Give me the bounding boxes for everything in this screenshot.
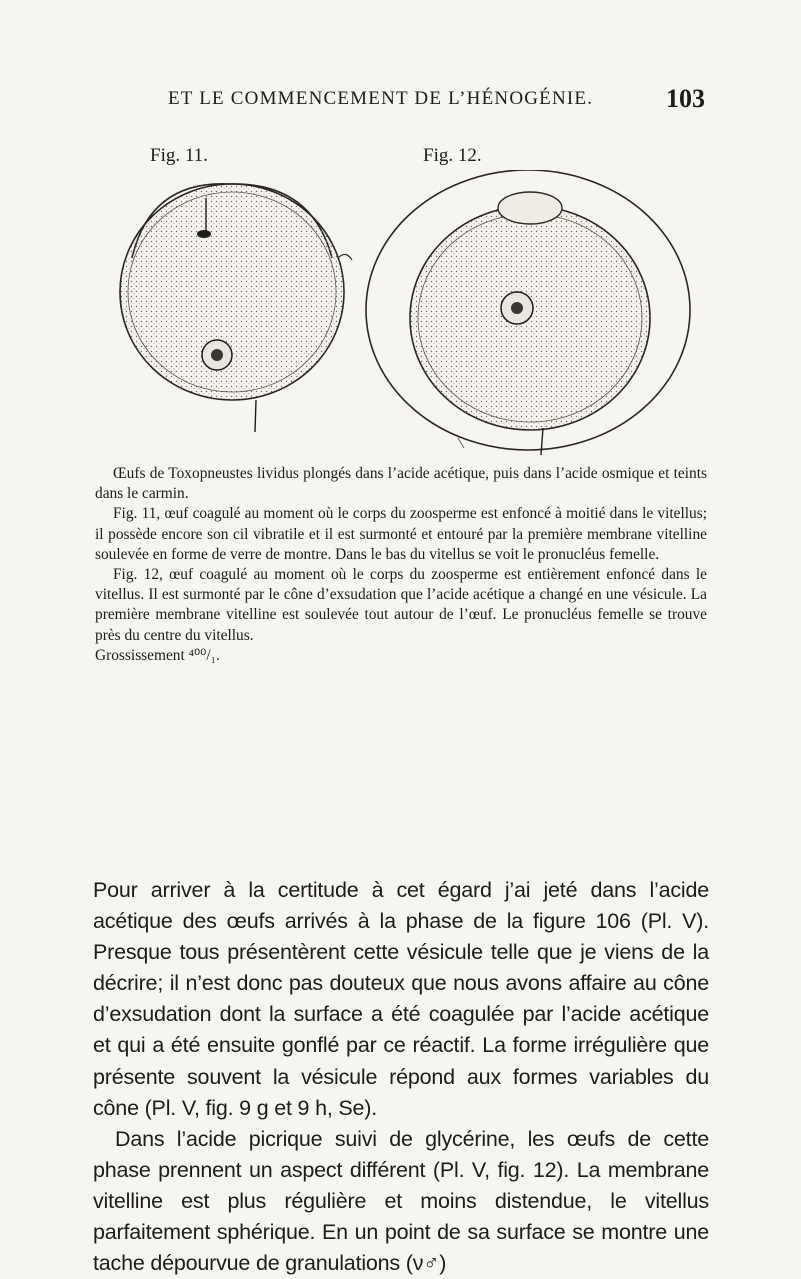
caption-magnification: Grossissement ⁴⁰⁰/₁.	[95, 646, 220, 664]
figure-11-egg-drawing	[120, 184, 352, 432]
page-number: 103	[666, 84, 705, 113]
body-paragraph-1: Pour arriver à la certitude à cet égard j’ai jeté dans l’acide acétique des œufs arrivés à la phase de la figure 106 (Pl. V). Presque tous présentèrent cette vésicule telle que je viens de la décrire; il n’est donc pas douteux que nous avons affaire au cône d’exsudation dont la surface a été coagulée par l’acide acétique et qui a été ensuite gonflé par ce réactif. La forme irrégulière que présente souvent la vésicule répond aux formes variables du cône (Pl. V, fig. 9 g et 9 h, Se).	[93, 878, 709, 1120]
body-paragraph-2-text: Dans l’acide picrique suivi de glycérine, les œufs de cette phase prennent un aspect différent (Pl. V, fig. 12). La membrane vitelline est plus régulière et moins distendue, le vitellus parfaitement sphérique. En un point de sa surface se montre une tache dépourvue de granulations	[93, 1126, 709, 1276]
body-paragraph-2	[93, 1124, 709, 1279]
figure-11-label: Fig. 11.	[150, 145, 208, 166]
fig11-zoosperme-head	[197, 230, 211, 238]
fig12-exsudation-vesicle	[498, 192, 562, 224]
page-header	[160, 84, 705, 114]
caption-intro: Œufs de Toxopneustes lividus plongés dans l’acide acétique, puis dans l’acide osmique et teints dans le carmin.	[95, 465, 707, 503]
caption-fig12: Fig. 12, œuf coagulé au moment où le corps du zoosperme est entièrement enfoncé dans le vitellus. Il est surmonté par le cône d’exsudation que l’acide acétique a changé en une vésicule. La première membrane vitelline est soulevée tout autour de l’œuf. Le pronucléus femelle se trouve près du centre du vitellus.	[95, 566, 707, 644]
figure-12-egg-drawing	[366, 170, 690, 455]
fig11-vitellus	[120, 184, 344, 400]
figure-12-label: Fig. 12.	[423, 145, 482, 166]
figure-caption	[95, 464, 707, 666]
caption-fig11: Fig. 11, œuf coagulé au moment où le corps du zoosperme est enfoncé à moitié dans le vitellus; il possède encore son cil vibratile et il est surmonté et entouré par la première membrane vitelline soulevée en forme de verre de montre. Dans le bas du vitellus se voit le pronucléus femelle.	[95, 505, 707, 563]
figure-illustrations	[80, 170, 720, 455]
body-text	[93, 875, 709, 1279]
running-title: ET LE COMMENCEMENT DE L’HÉNOGÉNIE.	[168, 88, 594, 109]
symbol-annotation: (ν♂)	[405, 1251, 447, 1276]
